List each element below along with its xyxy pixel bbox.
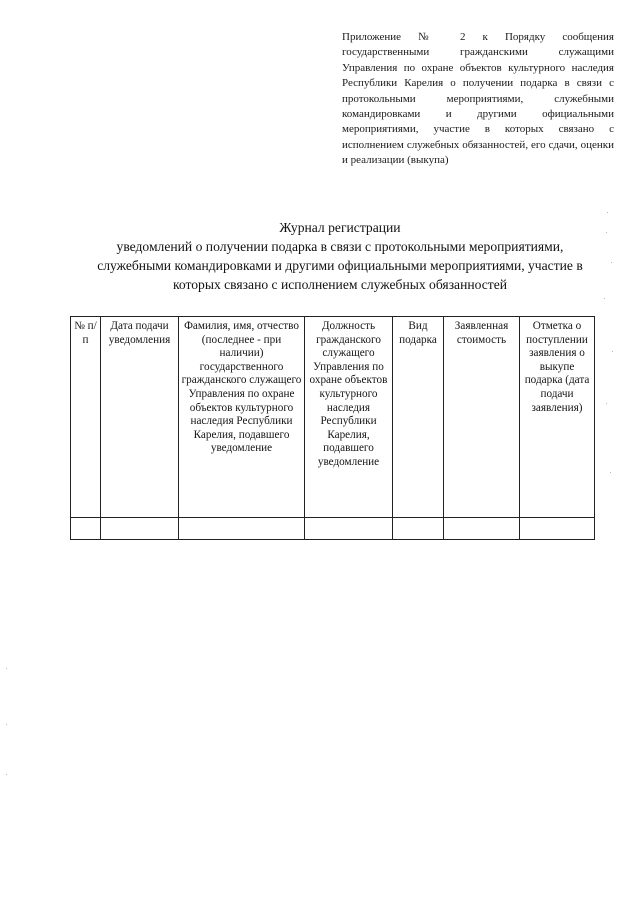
table-cell bbox=[101, 518, 179, 540]
title-line-1: Журнал регистрации bbox=[279, 220, 401, 235]
header-position: Должность гражданского служащего Управления по охране объектов культурного наследия Республики Карелия, подавшего уведомление bbox=[305, 317, 393, 518]
table-cell bbox=[71, 518, 101, 540]
table-cell bbox=[179, 518, 305, 540]
title-line-3: служебными командировками и другими официальными мероприятиями, участие в bbox=[97, 258, 583, 273]
registration-journal-table bbox=[70, 316, 595, 540]
scan-speck bbox=[6, 774, 7, 775]
title-line-4: которых связано с исполнением служебных обязанностей bbox=[172, 277, 508, 292]
appendix-note: Приложение № 2 к Порядку сообщения государственными гражданскими служащими Управления по охране объектов культурного наследия Республики Карелия о получении подарка в связи с протокольными мероприятиями, служебными командировками и другими официальными мероприятиями, участие в которых связано с исполнением служебных обязанностей, его сдачи, оценки и реализации (выкупа) bbox=[342, 31, 614, 167]
scan-speck bbox=[6, 724, 7, 725]
header-declared-value: Заявленная стоимость bbox=[444, 317, 520, 518]
document-title bbox=[60, 218, 620, 294]
header-gift-type: Вид подарка bbox=[393, 317, 444, 518]
scan-speck bbox=[607, 212, 608, 213]
header-notice-date: Дата подачи уведомления bbox=[101, 317, 179, 518]
header-full-name: Фамилия, имя, отчество (последнее - при наличии) государственного гражданского служащего Управления по охране объектов культурного наследия Республики Карелия, подавшего уведомление bbox=[179, 317, 305, 518]
table-cell bbox=[393, 518, 444, 540]
table-cell bbox=[444, 518, 520, 540]
table-cell bbox=[520, 518, 595, 540]
title-line-2: уведомлений о получении подарка в связи с протокольными мероприятиями, bbox=[116, 239, 564, 254]
scan-speck bbox=[6, 668, 7, 669]
scan-speck bbox=[612, 351, 613, 352]
table-row bbox=[71, 518, 595, 540]
scan-speck bbox=[606, 403, 607, 404]
table-header-row bbox=[71, 317, 595, 518]
scan-speck bbox=[604, 298, 605, 299]
header-number: № п/п bbox=[71, 317, 101, 518]
header-buyout-note: Отметка о поступлении заявления о выкупе подарка (дата подачи заявления) bbox=[520, 317, 595, 518]
table-cell bbox=[305, 518, 393, 540]
scan-speck bbox=[610, 472, 611, 473]
